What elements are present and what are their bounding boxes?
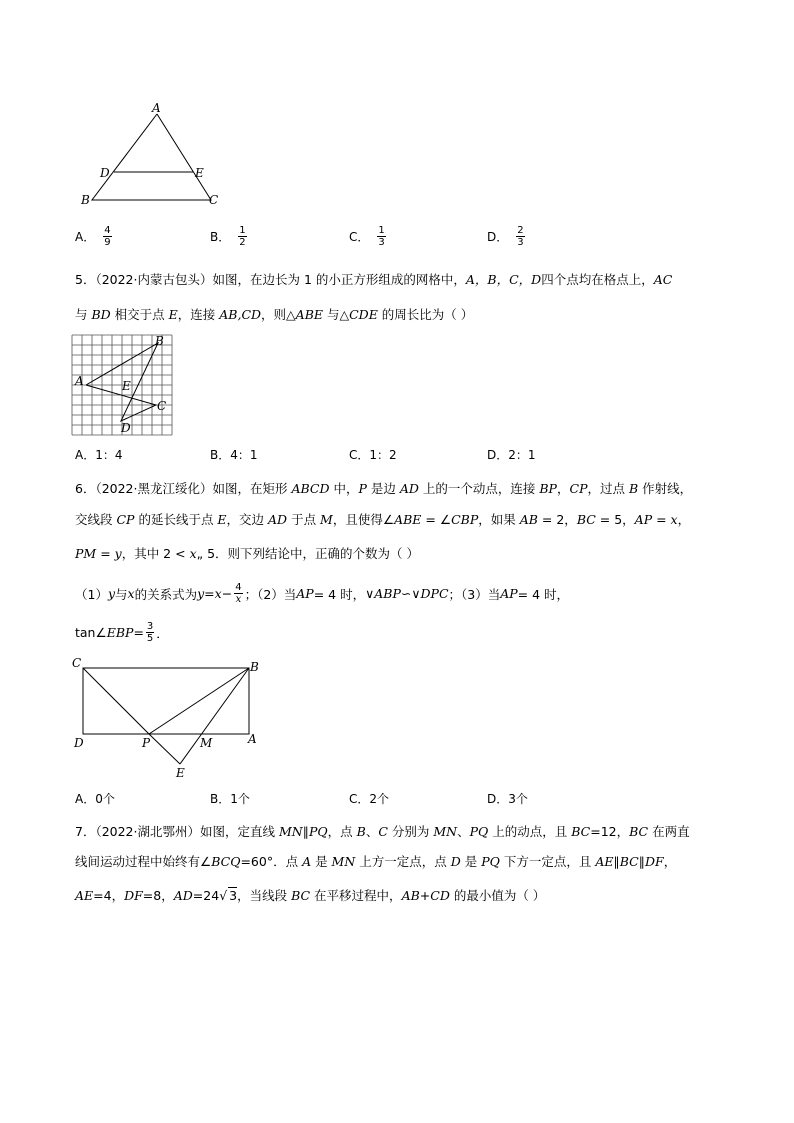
q6-math: AD xyxy=(399,481,419,496)
fraction-numerator: 1 xyxy=(239,225,246,236)
q7-text: =12， xyxy=(590,824,630,839)
q7-math: MN xyxy=(278,824,303,839)
q7-math: DF xyxy=(124,888,143,903)
q6-math: y xyxy=(114,546,122,561)
q7-math: MN xyxy=(433,824,458,839)
q6-text: tan∠ xyxy=(75,625,107,640)
q6-text-line-5 xyxy=(75,621,169,644)
q4-option-a xyxy=(75,225,114,248)
label-b: B xyxy=(250,660,259,674)
q7-text-line-1 xyxy=(75,822,690,840)
q6-math: x xyxy=(670,512,678,527)
q6-math: y xyxy=(107,586,116,601)
fraction-denominator: 2 xyxy=(239,237,246,248)
q6-math: M xyxy=(320,512,333,527)
q7-text: =60°．点 xyxy=(240,854,303,869)
q6-text: = xyxy=(133,625,144,640)
q6-text: 上的一个动点，连接 xyxy=(418,481,540,496)
q7-math: BC xyxy=(291,888,311,903)
q4-option-d xyxy=(487,225,527,248)
q7-text: 上的动点，且 xyxy=(488,824,572,839)
q6-math: AB xyxy=(519,512,538,527)
label-d: D xyxy=(100,166,110,180)
fraction xyxy=(377,225,385,248)
fraction-denominator: 5 xyxy=(146,633,154,644)
segment-bp xyxy=(149,668,249,734)
q6-text: ，且使得∠ xyxy=(332,512,395,527)
q6-math: ABE xyxy=(394,512,422,527)
q7-math: PQ xyxy=(308,824,328,839)
q6-text: = 4 时， xyxy=(313,586,366,602)
q5-text: ，连接 xyxy=(177,307,220,322)
q6-text-line-3 xyxy=(75,544,419,562)
label-b: B xyxy=(155,334,164,348)
q5-triangle-cde: CDE xyxy=(349,307,378,322)
q7-math: AE xyxy=(75,888,94,903)
q5-text: ，则△ xyxy=(261,307,296,322)
segment-pe xyxy=(149,734,180,764)
q6-text: 交线段 xyxy=(75,512,117,527)
q4-option-c xyxy=(349,225,388,248)
q6-math: E xyxy=(217,512,227,527)
q5-text: 相交于点 xyxy=(110,307,169,322)
label-a: A xyxy=(75,374,84,388)
q7-text: 、 xyxy=(365,824,379,839)
q6-math: BP xyxy=(539,481,557,496)
segment-be xyxy=(180,668,249,764)
fraction-denominator: x xyxy=(235,594,242,605)
q7-text: 下方一定点，且 xyxy=(499,854,596,869)
q5-segment-ac: AC xyxy=(653,272,673,287)
q7-math: PQ xyxy=(481,854,500,869)
label-a: A xyxy=(248,732,257,746)
label-e: E xyxy=(122,379,131,393)
q6-text: ，过点 xyxy=(587,481,629,496)
option-label: D． xyxy=(487,230,509,244)
q5-text: 的周长比为（ ） xyxy=(377,307,474,322)
q6-option-d: D．3个 xyxy=(487,792,528,806)
q6-math: CBP xyxy=(451,512,479,527)
q6-text: ，如果 xyxy=(478,512,520,527)
q6-text: ，其中 2 < xyxy=(121,546,190,561)
q6-text: 的关系式为 xyxy=(134,586,198,602)
q7-text: =24 xyxy=(192,888,220,903)
q5-option-a: A．1：4 xyxy=(75,448,123,462)
fraction xyxy=(238,225,246,248)
fraction-numerator: 4 xyxy=(104,225,111,236)
q7-math: D xyxy=(450,854,461,869)
q7-math: DF xyxy=(645,854,664,869)
q7-math: PQ xyxy=(469,824,489,839)
q7-text: =4， xyxy=(93,888,125,903)
q6-math: PM xyxy=(75,546,97,561)
q7-text: ，点 xyxy=(327,824,357,839)
label-d: D xyxy=(74,736,84,750)
q6-math: x xyxy=(189,546,197,561)
q4-option-b xyxy=(210,225,249,248)
q6-text-line-2 xyxy=(75,510,690,528)
q7-text: =8， xyxy=(142,888,174,903)
q6-math: CP xyxy=(569,481,588,496)
q7-math: AB xyxy=(401,888,420,903)
q5-text: 与△ xyxy=(323,307,350,322)
q7-text: ∥ xyxy=(613,854,620,869)
q7-text-line-2 xyxy=(75,852,676,870)
triangle-figure-q4 xyxy=(78,100,228,210)
fraction-denominator: 9 xyxy=(104,237,111,248)
q6-text: ，交边 xyxy=(226,512,269,527)
fraction-numerator: 4 xyxy=(235,582,242,593)
q7-text: 7．（2022·湖北鄂州）如图，定直线 xyxy=(75,824,279,839)
q7-text: ∥ xyxy=(638,854,645,869)
q6-text: = ∠ xyxy=(421,512,452,527)
q6-text: 6．（2022·黑龙江绥化）如图，在矩形 xyxy=(75,481,292,496)
sqrt-radicand: 3 xyxy=(229,888,238,903)
q6-option-a: A．0个 xyxy=(75,792,115,806)
label-c: C xyxy=(157,399,167,413)
rectangle-figure-q6 xyxy=(70,655,270,785)
label-p: P xyxy=(142,736,151,750)
q5-point-e: E xyxy=(168,307,178,322)
q6-math: AD xyxy=(268,512,288,527)
q6-text: = xyxy=(204,586,215,601)
q7-text: 在平移过程中， xyxy=(310,888,402,903)
q5-triangle-abe: ABE xyxy=(295,307,324,322)
q6-text: 中， xyxy=(329,481,359,496)
q6-math: y xyxy=(197,586,205,601)
q7-text: 上方一定点，点 xyxy=(355,854,451,869)
q6-text: ；（3）当 xyxy=(448,586,501,602)
q6-text: 与 xyxy=(115,586,128,602)
q6-text: = xyxy=(96,546,115,561)
q5-option-c: C．1：2 xyxy=(349,448,397,462)
q6-math: ABCD xyxy=(291,481,330,496)
q6-text: „ 5．则下列结论中，正确的个数为（ ） xyxy=(196,546,420,561)
q5-option-b: B．4：1 xyxy=(210,448,258,462)
label-c: C xyxy=(72,656,82,670)
label-b: B xyxy=(81,193,90,207)
segment-cp xyxy=(83,668,149,734)
q6-text: − xyxy=(221,586,233,601)
q7-math: A xyxy=(302,854,312,869)
q7-math: AD xyxy=(173,888,193,903)
q6-math: P xyxy=(358,481,367,496)
q6-text-line-4 xyxy=(75,582,569,605)
option-label: C． xyxy=(349,230,370,244)
q6-text: = 5， xyxy=(595,512,635,527)
triangle-abc-outline xyxy=(92,114,211,200)
fraction xyxy=(516,225,524,248)
q5-text-line-1 xyxy=(75,270,672,288)
q5-segments: AB,CD xyxy=(219,307,262,322)
q7-math: MN xyxy=(331,854,356,869)
q6-text: ；（2）当 xyxy=(244,586,297,602)
q5-option-d: D．2：1 xyxy=(487,448,536,462)
q7-text: 线间运动过程中始终有∠ xyxy=(75,854,212,869)
q7-text: + xyxy=(419,888,431,903)
fraction-denominator: 3 xyxy=(517,237,524,248)
q6-text: = 2， xyxy=(537,512,577,527)
label-m: M xyxy=(200,736,213,750)
label-d: D xyxy=(121,421,131,435)
q6-math: AP xyxy=(500,586,518,601)
fraction xyxy=(234,582,242,605)
q6-text: ， xyxy=(556,481,570,496)
q7-text-line-3 xyxy=(75,886,545,904)
q7-math: CD xyxy=(430,888,450,903)
rectangle-abcd xyxy=(83,668,249,734)
q7-text: 是 xyxy=(311,854,332,869)
q5-text: 四个点均在格点上， xyxy=(541,272,654,287)
q6-math: AP xyxy=(296,586,314,601)
fraction-numerator: 2 xyxy=(517,225,524,236)
q6-option-b: B．1个 xyxy=(210,792,250,806)
q5-text: 5．（2022·内蒙古包头）如图，在边长为 1 的小正方形组成的网格中， xyxy=(75,272,466,287)
q6-text: = 4 时， xyxy=(517,586,570,602)
grid-figure-q5 xyxy=(70,333,180,439)
label-e: E xyxy=(176,766,185,780)
q6-text: （1） xyxy=(75,586,108,602)
q7-math: BC xyxy=(619,854,639,869)
q6-text: = xyxy=(652,512,671,527)
q5-segment-bd: BD xyxy=(91,307,111,322)
q6-math: x xyxy=(214,586,222,601)
q7-text: 是 xyxy=(460,854,482,869)
q7-text: ，当线段 xyxy=(237,888,292,903)
q7-text: 、 xyxy=(457,824,470,839)
q6-text: ． xyxy=(156,625,169,641)
fraction-numerator: 3 xyxy=(146,621,154,632)
q6-math: x xyxy=(127,586,135,601)
q7-math: BC xyxy=(629,824,649,839)
q6-math: ∨ABP∽∨DPC xyxy=(365,586,449,601)
q7-text: 分别为 xyxy=(387,824,434,839)
q6-text: 是边 xyxy=(366,481,400,496)
q7-math: C xyxy=(378,824,388,839)
q7-math: B xyxy=(356,824,366,839)
q7-text: 的最小值为（ ） xyxy=(449,888,546,903)
q6-math: B xyxy=(628,481,639,496)
q7-text: 在两直 xyxy=(648,824,690,839)
q6-text-line-1 xyxy=(75,479,692,497)
q6-math: AP xyxy=(634,512,653,527)
fraction xyxy=(103,225,111,248)
label-c: C xyxy=(209,193,219,207)
q7-math: AE xyxy=(595,854,614,869)
label-a: A xyxy=(152,101,161,115)
q6-text: ， xyxy=(677,512,691,527)
fraction-denominator: 3 xyxy=(378,237,385,248)
q6-math: CP xyxy=(116,512,135,527)
label-e: E xyxy=(195,166,204,180)
q7-text: ， xyxy=(663,854,677,869)
q7-math: BCQ xyxy=(211,854,241,869)
q6-option-c: C．2个 xyxy=(349,792,390,806)
q5-text-line-2 xyxy=(75,305,473,323)
q5-text: 与 xyxy=(75,307,92,322)
q6-text: 于点 xyxy=(287,512,321,527)
fraction xyxy=(146,621,154,644)
fraction-numerator: 1 xyxy=(378,225,385,236)
q7-text: ∥ xyxy=(302,824,309,839)
q6-math: EBP xyxy=(106,625,134,640)
option-label: A． xyxy=(75,230,96,244)
q6-text: 作射线， xyxy=(638,481,693,496)
sqrt-icon: √ xyxy=(219,888,228,903)
q7-math: BC xyxy=(571,824,591,839)
option-label: B． xyxy=(210,230,231,244)
q6-text: 的延长线于点 xyxy=(134,512,218,527)
q5-points: A，B，C，D xyxy=(465,272,542,287)
q6-math: BC xyxy=(576,512,596,527)
